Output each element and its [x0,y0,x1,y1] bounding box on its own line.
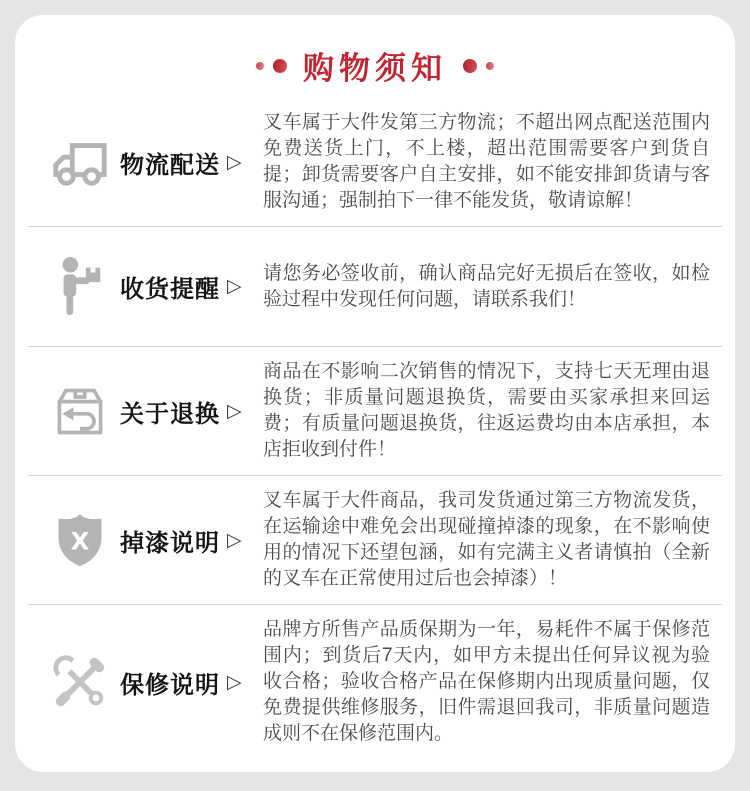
section-receipt-head [50,256,263,318]
triangle-right-icon: ▷ [227,529,242,551]
section-paint [28,475,722,604]
triangle-right-icon: ▷ [227,151,242,173]
triangle-right-icon: ▷ [227,671,242,693]
section-paint-head [50,509,263,571]
section-warranty-label: 保修说明 [120,671,220,699]
shield-x-icon [50,509,110,571]
section-logistics-head [50,131,263,193]
section-receipt [28,226,722,346]
section-receipt-text: 请您务必签收前，确认商品完好无损后在签收，如检验过程中发现任何问题，请联系我们！ [263,262,710,310]
section-returns-label: 关于退换 [120,400,220,428]
section-warranty-text: 品牌方所售产品质保期为一年，易耗件不属于保修范围内；到货后7天内，如甲方未提出任何异议视为验收合格；验收合格产品在保修期内出现质量问题，仅免费提供维修服务，旧件需退回我司，非质量问题造成则不在保修范围内。 [263,619,710,744]
section-warranty [28,604,722,759]
section-logistics-label: 物流配送 [120,151,220,179]
big-dot-icon [273,59,287,73]
notice-header [15,15,735,98]
small-dot-icon [256,62,264,70]
small-dot-icon [486,62,494,70]
section-returns-text: 商品在不影响二次销售的情况下，支持七天无理由退换货；非质量问题退换货，需要由买家承担来回运费；有质量问题退换货，往返运费均由本店承担，本店拒收到付件！ [263,361,710,460]
section-returns [28,346,722,475]
section-logistics-text: 叉车属于大件发第三方物流；不超出网点配送范围内免费送货上门，不上楼，超出范围需要客户到货自提；卸货需要客户自主安排，如不能安排卸货请与客服沟通；强制拍下一律不能发货，敬请谅解！ [263,112,710,211]
triangle-right-icon: ▷ [227,276,242,297]
triangle-right-icon: ▷ [227,400,242,422]
svg-text:X: X [70,526,90,556]
repair-tools-icon [50,651,110,713]
page-title: 购物须知 [303,51,447,86]
section-returns-head [50,380,263,442]
truck-icon [50,131,110,193]
section-paint-text: 叉车属于大件商品，我司发货通过第三方物流发货，在运输途中难免会出现碰撞掉漆的现象，在不影响使用的情况下还望包涵，如有完满主义者请慎拍（全新的叉车在正常使用过后也会掉漆）！ [263,490,710,589]
person-receiving-icon [50,256,110,318]
return-box-icon [50,380,110,442]
right-dots-decoration [463,59,494,73]
section-warranty-head [50,651,263,713]
shopping-notice-card [15,15,735,772]
section-paint-label: 掉漆说明 [120,529,220,557]
section-receipt-label: 收货提醒 [120,276,220,303]
big-dot-icon [463,59,477,73]
section-logistics [28,98,722,226]
left-dots-decoration [256,59,287,73]
